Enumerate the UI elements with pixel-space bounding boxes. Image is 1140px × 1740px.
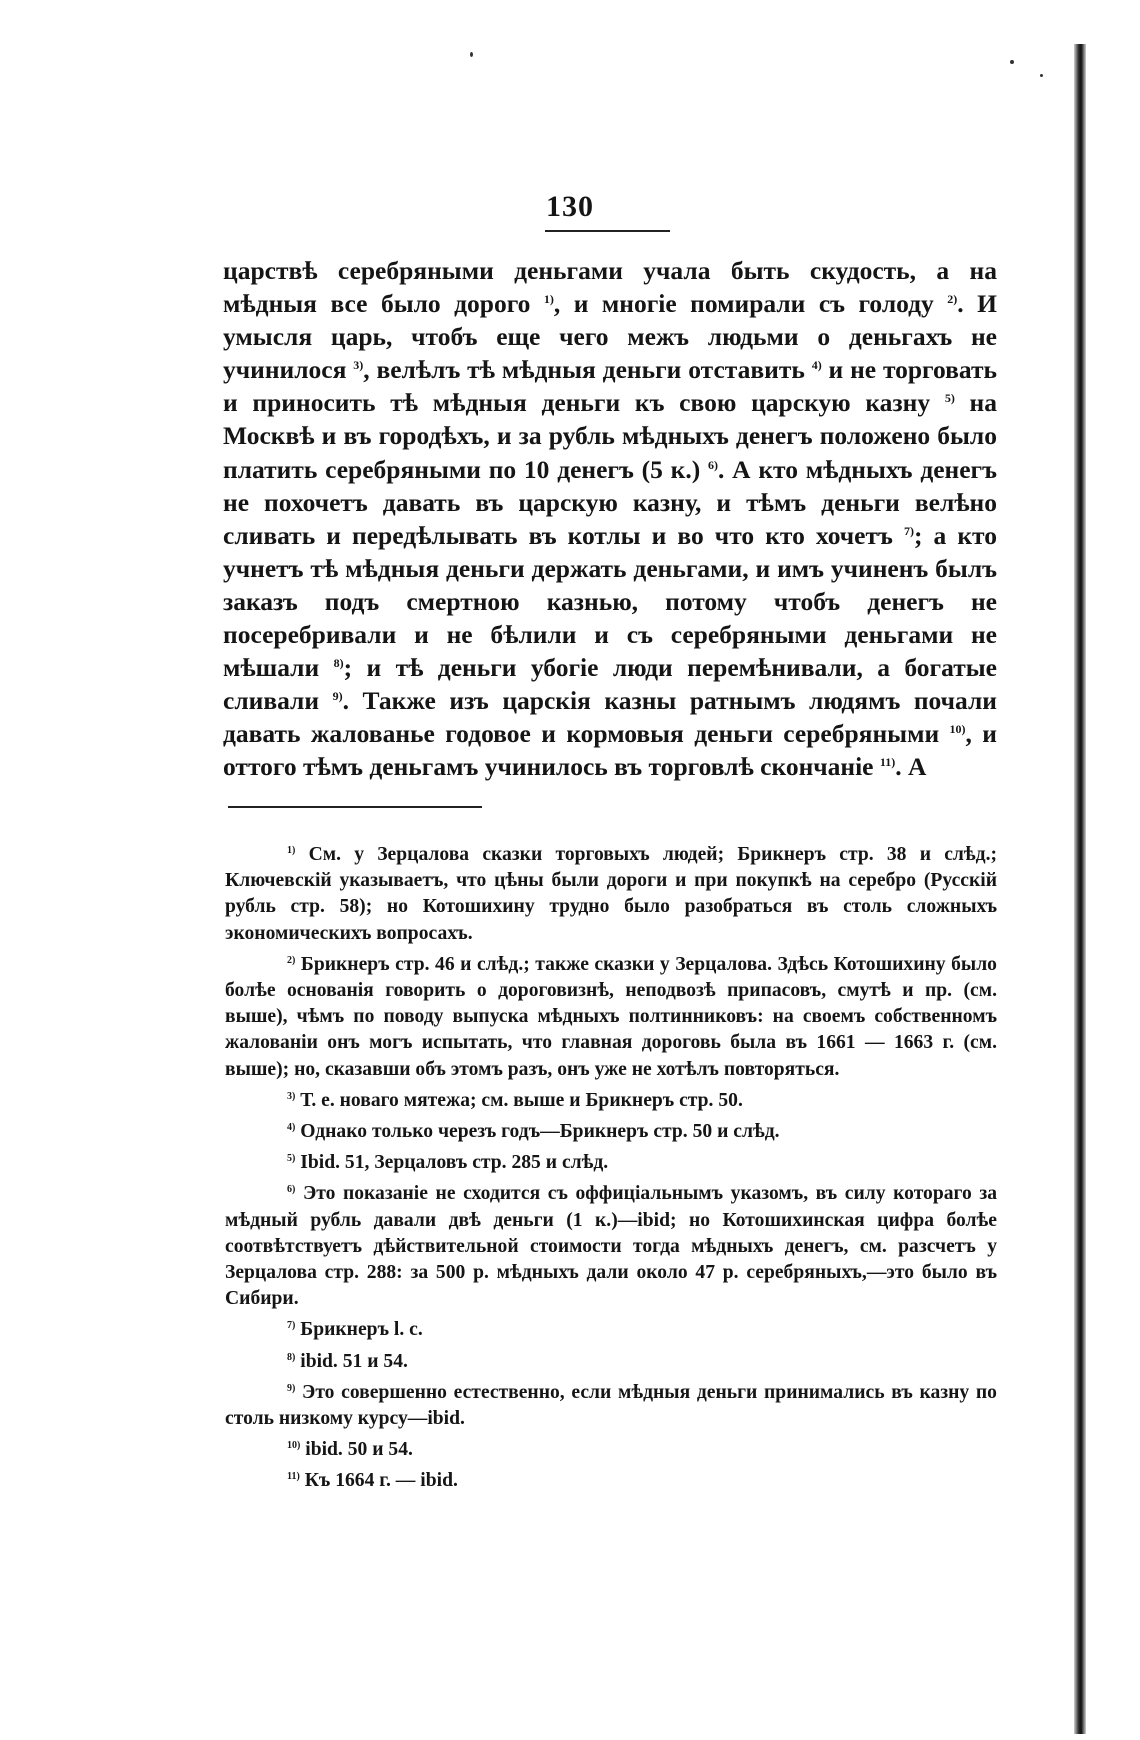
footnote-ref: 10) <box>949 722 966 737</box>
footnote <box>225 1349 997 1375</box>
footnote-text: Это совершенно естественно, если мѣдныя деньги принимались въ казну по столь низкому курсу—ibid. <box>225 1381 997 1430</box>
main-text-segment: , и оттого тѣмъ деньгамъ учинилось въ торговлѣ скончаніе <box>223 719 997 782</box>
main-text-segment: и не торговать и приносить тѣ мѣдныя деньги къ свою царскую казну <box>223 355 997 418</box>
page-number: 130 <box>546 190 594 223</box>
footnote-text: ibid. 50 и 54. <box>305 1439 413 1461</box>
footnote <box>225 842 997 947</box>
main-text-segment: . А кто мѣдныхъ денегъ не похочетъ давать въ царскую казну, и тѣмъ деньги велѣно сливать и передѣлывать въ котлы и во что кто хочетъ <box>223 454 997 550</box>
footnote-ref: 2) <box>947 292 958 307</box>
page-edge-shadow <box>1074 44 1086 1734</box>
footnote-text: Къ 1664 г. — ibid. <box>304 1470 458 1492</box>
page-number-rule <box>545 230 670 232</box>
footnotes-section <box>225 842 997 1500</box>
footnote-text: Ibid. 51, Зерцаловъ стр. 285 и слѣд. <box>300 1152 609 1174</box>
scan-speck <box>470 52 473 57</box>
footnote-marker: 4) <box>287 1122 296 1134</box>
footnote <box>225 1088 997 1114</box>
footnote <box>225 952 997 1083</box>
footnote-text: См. у Зерцалова сказки торговыхъ людей; Брикнеръ стр. 38 и слѣд.; Ключевскій указываетъ, что цѣны были дороги и при покупкѣ на серебро (Русскій рубль стр. 58); но Котошихину трудно было разобраться въ столь сложныхъ экономическихъ вопросахъ. <box>225 844 997 944</box>
footnote-ref: 8) <box>333 656 344 671</box>
footnote <box>225 1150 997 1176</box>
main-text-segment: ; и тѣ деньги убогіе люди перемѣнивали, а богатые сливали <box>223 653 997 716</box>
footnote-separator <box>228 806 482 808</box>
main-text-segment: ; а кто учнетъ тѣ мѣдныя деньги держать деньгами, и имъ учиненъ былъ заказъ подъ смертною казнью, потому чтобъ денегъ не посеребривали и не бѣлили и съ серебряными деньгами не мѣшали <box>223 520 997 683</box>
footnote <box>225 1380 997 1432</box>
footnote-marker: 3) <box>287 1090 296 1102</box>
footnote-text: Брикнеръ l. c. <box>300 1319 423 1341</box>
main-text-segment: . А <box>895 752 927 782</box>
main-paragraph <box>223 254 997 784</box>
footnote-marker: 10) <box>287 1440 301 1452</box>
footnote-marker: 1) <box>287 845 296 856</box>
footnote-ref: 3) <box>353 358 364 373</box>
footnote-marker: 6) <box>287 1184 296 1196</box>
footnote <box>225 1468 997 1494</box>
footnote <box>225 1119 997 1145</box>
main-text-segment: . Также изъ царскія казны ратнымъ людямъ почали давать жалованье годовое и кормовыя деньги серебряными <box>223 686 998 749</box>
main-text-segment: , велѣлъ тѣ мѣдныя деньги отставить <box>363 355 812 385</box>
scan-speck <box>1010 60 1014 64</box>
footnote-text: Это показаніе не сходится съ оффиціальнымъ указомъ, въ силу котораго за мѣдный рубль давали двѣ деньги (1 к.)—ibid; но Котошихинская цифра болѣе соотвѣтствуетъ дѣйствительной стоимости тогда мѣдныхъ денегъ, см. разсчетъ у Зерцалова стр. 288: за 500 р. мѣдныхъ дали около 47 р. серебряныхъ,—это было въ Сибири. <box>225 1183 998 1310</box>
footnote <box>225 1181 997 1312</box>
main-text-segment: , и многіе помирали съ голоду <box>553 289 948 319</box>
footnote-marker: 2) <box>287 954 296 966</box>
footnote-text: Т. е. новаго мятежа; см. выше и Брикнеръ стр. 50. <box>300 1089 743 1111</box>
footnote-ref: 7) <box>903 523 914 538</box>
footnote-ref: 5) <box>944 391 955 406</box>
main-text-segment: . И умысля царь, чтобъ еще чего межъ людьми о деньгахъ не учинилося <box>223 289 997 385</box>
footnote-marker: 7) <box>287 1320 296 1332</box>
footnote-text: Брикнеръ стр. 46 и слѣд.; также сказки у Зерцалова. Здѣсь Котошихину было болѣе основанія говорить о дороговизнѣ, неподвозѣ припасовъ, смутѣ и пр. (см. выше), чѣмъ по поводу выпуска мѣдныхъ полтинниковъ: на своемъ собственномъ жалованіи онъ могъ испытать, что главная дороговь была въ 1661 — 1663 г. (см. выше); но, сказавши объ этомъ разъ, онъ уже не хотѣлъ повторяться. <box>225 953 997 1080</box>
footnote-ref: 4) <box>811 358 822 373</box>
footnote-marker: 8) <box>287 1351 296 1363</box>
footnote-ref: 6) <box>707 457 718 472</box>
footnote-marker: 5) <box>287 1153 296 1165</box>
footnote <box>225 1317 997 1343</box>
footnote-ref: 11) <box>879 755 896 770</box>
main-text-segment: царствѣ серебряными деньгами учала быть скудость, а на мѣдныя все было дорого <box>223 256 997 319</box>
footnote-ref: 9) <box>332 689 343 704</box>
scan-speck <box>1040 74 1043 77</box>
footnote-text: ibid. 51 и 54. <box>300 1350 408 1372</box>
main-text-segment: на Москвѣ и въ городѣхъ, и за рубль мѣдныхъ денегъ положено было платить серебряными по 10 денегъ (5 к.) <box>223 388 997 484</box>
footnote-ref: 1) <box>543 292 554 307</box>
footnote-marker: 11) <box>287 1471 300 1483</box>
footnote-text: Однако только черезъ годъ—Брикнеръ стр. 50 и слѣд. <box>300 1121 780 1143</box>
footnote-marker: 9) <box>287 1382 296 1394</box>
footnote <box>225 1437 997 1463</box>
